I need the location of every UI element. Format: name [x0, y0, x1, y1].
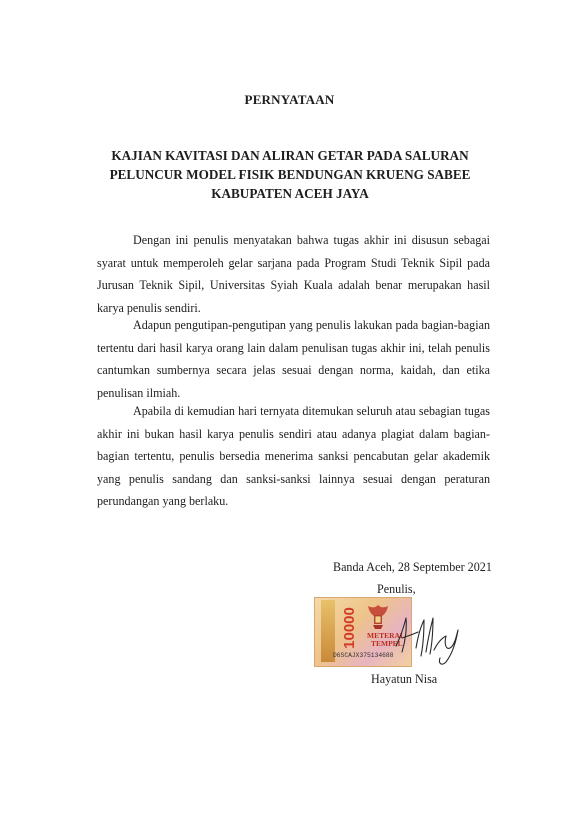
paragraph-citation: Adapun pengutipan-pengutipan yang penulis lakukan pada bagian-bagian tertentu dari hasil karya orang lain dalam penulisan tugas akhir ini, telah penulis cantumkan sumbernya secara jelas sesuai dengan norma, kaidah, dan etika penulisan ilmiah.	[97, 318, 490, 400]
paragraph-sanction: Apabila di kemudian hari ternyata ditemukan seluruh atau sebagian tugas akhir ini bukan hasil karya penulis sendiri atau adanya plagiat dalam bagian-bagian tertentu, penulis bersedia menerima sanksi pencabutan gelar akademik yang penulis sandang dan sanksi-sanksi lainnya sesuai dengan peraturan perundangan yang berlaku.	[97, 404, 490, 509]
stamp-value: 10000	[340, 607, 358, 649]
place-date: Banda Aceh, 28 September 2021	[333, 560, 492, 574]
signature-icon	[390, 608, 470, 668]
stamp-serial: D6SCAJX375134688	[333, 652, 394, 659]
thesis-title	[90, 146, 490, 203]
title-line-1: KAJIAN KAVITASI DAN ALIRAN GETAR PADA SALURAN	[111, 148, 469, 163]
stamp-text-meterai: METERAI	[367, 631, 403, 640]
signer-name: Hayatun Nisa	[371, 672, 438, 686]
document-heading: PERNYATAAN	[244, 92, 335, 107]
title-line-2: PELUNCUR MODEL FISIK BENDUNGAN KRUENG SABEE	[109, 167, 471, 182]
title-line-3: KABUPATEN ACEH JAYA	[211, 186, 369, 201]
signer-label: Penulis,	[377, 582, 416, 596]
stamp-text-tempel: TEMPEL	[371, 639, 403, 648]
paragraph-declaration: Dengan ini penulis menyatakan bahwa tugas akhir ini disusun sebagai syarat untuk memperoleh gelar sarjana pada Program Studi Teknik Sipil pada Jurusan Teknik Sipil, Universitas Syiah Kuala adalah benar merupakan hasil karya penulis sendiri.	[97, 233, 490, 315]
